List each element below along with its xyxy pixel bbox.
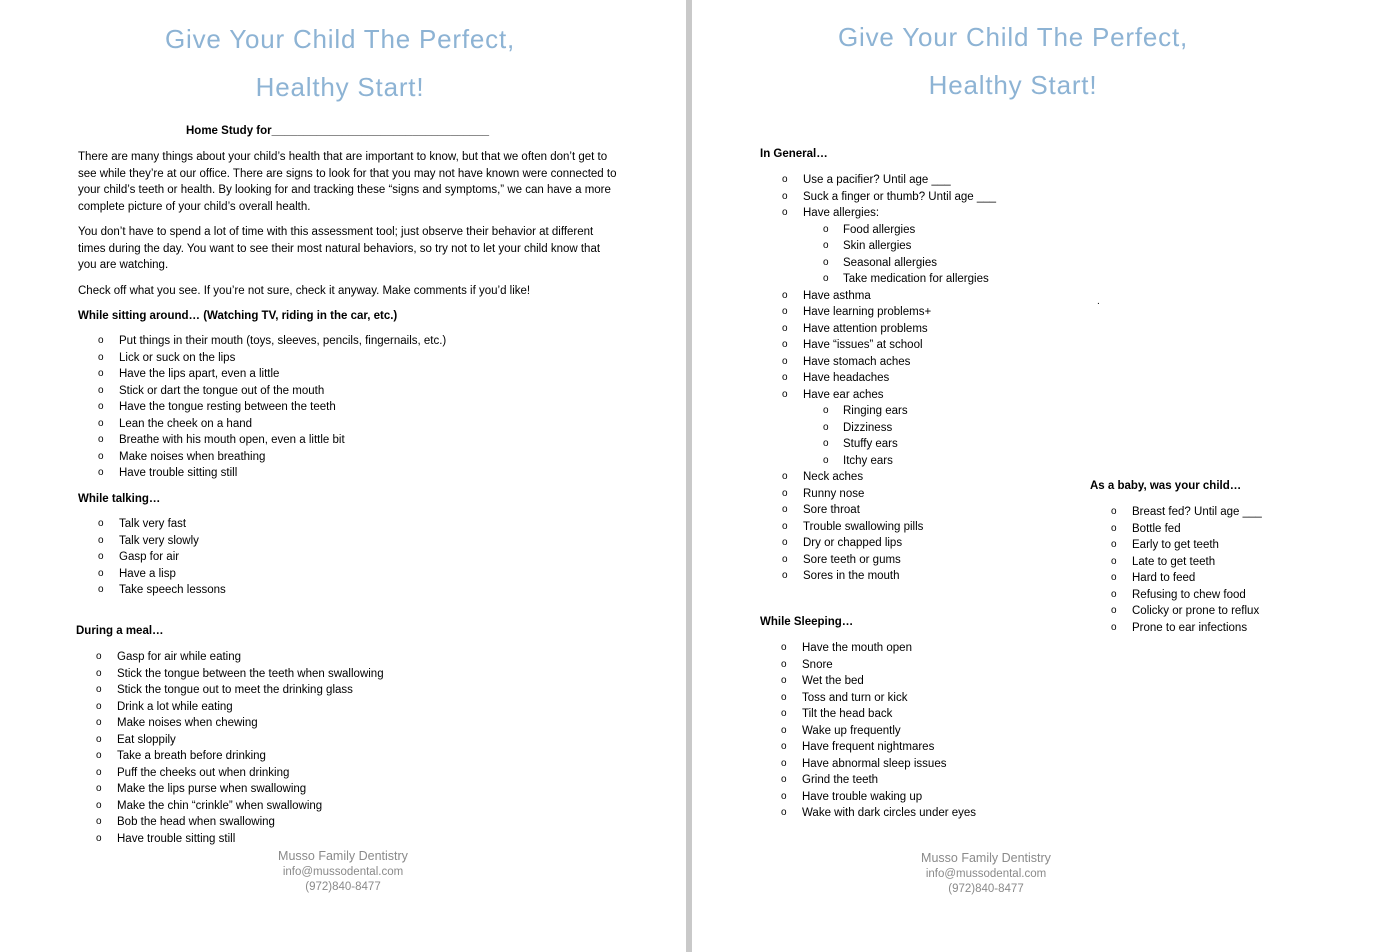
checklist-item[interactable] (782, 370, 996, 387)
checklist-item[interactable]: o Wake with dark circles under eyes (781, 805, 976, 822)
checklist-item[interactable]: o Refusing to chew food (1111, 587, 1262, 604)
checklist-item[interactable]: o Tilt the head back (781, 706, 976, 723)
checklist-item-label: Dry or chapped lips (803, 537, 903, 549)
checklist-item[interactable] (782, 552, 996, 569)
checklist-item[interactable] (782, 387, 996, 470)
sub-checklist-item[interactable]: o Food allergies (823, 222, 996, 239)
checklist-item-label: Have allergies: (803, 207, 880, 219)
sub-checklist-item[interactable]: o Ringing ears (823, 403, 996, 420)
page-title (662, 13, 1364, 109)
checklist-item[interactable] (782, 469, 996, 486)
checklist-item[interactable]: o Have trouble sitting still (96, 831, 384, 848)
intro-paragraph-2: You don’t have to spend a lot of time with this assessment tool; just observe their behavior at different times during the day. You want to see their most natural behaviors, so try not to let your child know that you are watching. (78, 226, 601, 272)
checklist-item[interactable]: o Toss and turn or kick (781, 690, 976, 707)
talking-checklist (98, 516, 226, 599)
checklist-item[interactable]: o Early to get teeth (1111, 537, 1262, 554)
checklist-item[interactable]: o Breathe with his mouth open, even a little bit (98, 432, 446, 449)
checklist-item-label: Have headaches (803, 372, 890, 384)
intro-paragraph-3: Check off what you see. If you’re not sure, check it anyway. Make comments if you’d like! (78, 285, 531, 297)
sub-checklist-item[interactable]: o Take medication for allergies (823, 271, 996, 288)
checklist-item-label: Have stomach aches (803, 355, 911, 368)
sub-checklist-item[interactable]: o Seasonal allergies (823, 255, 996, 272)
page-left (0, 0, 686, 952)
footer-phone: (972)840-8477 (948, 883, 1024, 895)
checklist-item[interactable] (782, 486, 996, 503)
checklist-item[interactable]: o Have the tongue resting between the teeth (98, 399, 446, 416)
checklist-item[interactable]: o Gasp for air while eating (96, 649, 384, 666)
checklist-item[interactable]: o Bottle fed (1111, 521, 1262, 538)
checklist-item[interactable]: o Breast fed? Until age ___ (1111, 504, 1262, 521)
checklist-item[interactable] (782, 354, 996, 371)
footer-practice-name: Musso Family Dentistry (921, 851, 1051, 865)
checklist-item[interactable] (782, 189, 996, 206)
checklist-item[interactable]: o Gasp for air (98, 549, 226, 566)
sub-checklist (782, 403, 996, 469)
checklist-item[interactable]: o Eat sloppily (96, 732, 384, 749)
checklist-item[interactable]: o Talk very slowly (98, 533, 226, 550)
section-heading-baby: As a baby, was your child… (1090, 480, 1242, 492)
sub-checklist-item[interactable]: o Stuffy ears (823, 436, 996, 453)
page-right (692, 0, 1394, 952)
checklist-item-label: Runny nose (803, 487, 865, 500)
checklist-item[interactable] (782, 288, 996, 305)
section-heading-sitting: While sitting around… (Watching TV, riding in the car, etc.) (78, 310, 398, 322)
checklist-item-label: Have learning problems+ (803, 306, 932, 318)
checklist-item[interactable]: o Stick or dart the tongue out of the mouth (98, 383, 446, 400)
checklist-item[interactable]: o Make noises when chewing (96, 715, 384, 732)
sub-checklist-item[interactable]: o Skin allergies (823, 238, 996, 255)
footer-email: info@mussodental.com (282, 865, 404, 878)
general-checklist (782, 172, 996, 585)
checklist-item[interactable] (782, 172, 996, 189)
checklist-item[interactable]: o Prone to ear infections (1111, 620, 1262, 637)
sub-checklist-item[interactable]: o Dizziness (823, 420, 996, 437)
page-title (0, 15, 683, 111)
section-heading-general: In General… (760, 148, 828, 160)
checklist-item[interactable] (782, 519, 996, 536)
checklist-item-label: Have ear aches (803, 388, 884, 401)
checklist-item[interactable]: o Hard to feed (1111, 570, 1262, 587)
checklist-item[interactable]: o Have a lisp (98, 566, 226, 583)
checklist-item[interactable]: o Snore (781, 657, 976, 674)
checklist-item[interactable]: o Have trouble waking up (781, 789, 976, 806)
section-heading-talking: While talking… (78, 493, 161, 505)
section-heading-sleeping: While Sleeping… (760, 616, 854, 628)
title-line-1: Give Your Child The Perfect, (165, 24, 515, 54)
sitting-checklist (98, 333, 446, 482)
footer-phone: (972)840-8477 (305, 881, 381, 893)
footer (243, 849, 443, 896)
checklist-item[interactable]: o Wet the bed (781, 673, 976, 690)
checklist-item-label: Neck aches (803, 471, 864, 483)
baby-checklist (1111, 504, 1262, 636)
checklist-item-label: Suck a finger or thumb? Until age ___ (803, 190, 997, 203)
checklist-item[interactable]: o Lick or suck on the lips (98, 350, 446, 367)
title-line-2: Healthy Start! (928, 70, 1098, 100)
checklist-item[interactable]: o Stick the tongue out to meet the drinking glass (96, 682, 384, 699)
footer-email: info@mussodental.com (925, 867, 1047, 880)
checklist-item[interactable]: o Bob the head when swallowing (96, 814, 384, 831)
sleeping-checklist (781, 640, 976, 822)
checklist-item[interactable]: o Talk very fast (98, 516, 226, 533)
intro-paragraph-1: There are many things about your child’s health that are important to know, but that we often don’t get to see while they’re at our office. There are signs to look for that you may not have known were connected to your child’s teeth or health. By looking for and tracking these “signs and symptoms,” we can have a more complete picture of your child’s overall health. (78, 151, 617, 213)
checklist-item[interactable]: o Puff the cheeks out when drinking (96, 765, 384, 782)
checklist-item[interactable]: o Have frequent nightmares (781, 739, 976, 756)
checklist-item[interactable]: o Late to get teeth (1111, 554, 1262, 571)
checklist-item-label: Have “issues” at school (803, 339, 923, 351)
checklist-item[interactable]: o Have trouble sitting still (98, 465, 446, 482)
checklist-item[interactable]: o Lean the cheek on a hand (98, 416, 446, 433)
home-study-label: Home Study for__________________________________ (186, 125, 490, 137)
checklist-item[interactable] (782, 205, 996, 288)
checklist-item-label: Have attention problems (803, 322, 928, 335)
title-line-2: Healthy Start! (255, 72, 425, 102)
checklist-item[interactable]: o Put things in their mouth (toys, sleeves, pencils, fingernails, etc.) (98, 333, 446, 350)
checklist-item[interactable]: o Stick the tongue between the teeth when swallowing (96, 666, 384, 683)
checklist-item[interactable]: o Colicky or prone to reflux (1111, 603, 1262, 620)
checklist-item[interactable] (782, 321, 996, 338)
footer (886, 851, 1086, 898)
title-line-1: Give Your Child The Perfect, (838, 22, 1188, 52)
checklist-item[interactable]: o Grind the teeth (781, 772, 976, 789)
checklist-item-label: Sores in the mouth (803, 570, 900, 582)
checklist-item-label: Have asthma (803, 289, 871, 302)
checklist-item-label: Trouble swallowing pills (803, 520, 924, 533)
stray-mark: . (1097, 296, 1100, 307)
meal-checklist (96, 649, 384, 847)
checklist-item[interactable]: o Have abnormal sleep issues (781, 756, 976, 773)
checklist-item[interactable]: o Make the chin “crinkle” when swallowing (96, 798, 384, 815)
sub-checklist (782, 222, 996, 288)
checklist-item[interactable] (782, 337, 996, 354)
checklist-item-label: Sore teeth or gums (803, 553, 901, 566)
checklist-item[interactable] (782, 304, 996, 321)
checklist-item[interactable] (782, 568, 996, 585)
checklist-item[interactable]: o Take speech lessons (98, 582, 226, 599)
checklist-item[interactable]: o Have the lips apart, even a little (98, 366, 446, 383)
footer-practice-name: Musso Family Dentistry (278, 849, 408, 863)
checklist-item[interactable] (782, 502, 996, 519)
sub-checklist-item[interactable]: o Itchy ears (823, 453, 996, 470)
checklist-item[interactable]: o Make the lips purse when swallowing (96, 781, 384, 798)
checklist-item-label: Sore throat (803, 504, 860, 516)
checklist-item[interactable]: o Take a breath before drinking (96, 748, 384, 765)
checklist-item[interactable] (782, 535, 996, 552)
checklist-item-label: Use a pacifier? Until age ___ (803, 174, 951, 186)
checklist-item[interactable]: o Make noises when breathing (98, 449, 446, 466)
checklist-item[interactable]: o Drink a lot while eating (96, 699, 384, 716)
checklist-item[interactable]: o Have the mouth open (781, 640, 976, 657)
checklist-item[interactable]: o Wake up frequently (781, 723, 976, 740)
section-heading-meal: During a meal… (76, 625, 164, 637)
